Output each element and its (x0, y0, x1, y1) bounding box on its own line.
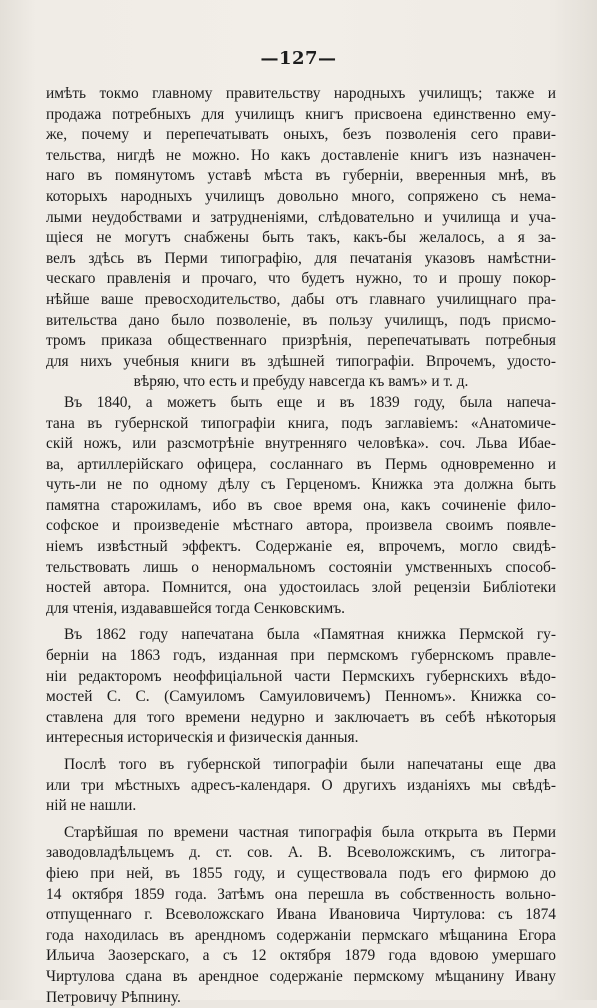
text-line: тельства, нигдѣ не можно. Но какъ доставленіе книгъ изъ назначен- (46, 146, 556, 164)
text-line: ностей автора. Помнится, она удостоилась злой рецензіи Библіотеки (46, 579, 556, 597)
body-text (46, 84, 556, 1008)
text-line: ческаго правленія и прочаго, что будетъ нужно, то и прошу покор- (46, 270, 556, 288)
text-line: вительства дано было позволеніе, въ пользу училищъ, подъ присмо- (46, 311, 556, 329)
paragraph (46, 625, 556, 749)
text-line: ніи редакторомъ неоффиціальной части Пермскихъ губернскихъ вѣдо- (46, 667, 556, 685)
text-line: Въ 1862 году напечатана была «Памятная книжка Пермской гу- (64, 626, 556, 644)
text-line: же, почему и перепечатывать оныхъ, безъ позволенія сего прави- (46, 126, 556, 144)
text-line: для чтенія, издававшейся тогда Сенковскимъ. (46, 599, 346, 617)
text-line: лыми неудобствами и затрудненіями, слѣдовательно и училища и уча- (46, 208, 556, 226)
text-line: Ильича Заозерскаго, а съ 12 октября 1879 года вдовою умершаго (46, 947, 556, 965)
text-line: Чиртулова сдана въ арендное содержаніе пермскому мѣщанину Ивану (46, 967, 556, 985)
text-line: тельствовать лишь о ненормальномъ состояніи умственныхъ способ- (46, 558, 556, 576)
text-line: щіеся не могутъ снабжены быть такъ, какъ-бы желалось, а я за- (46, 229, 556, 247)
text-line: имѣть токмо главному правительству народныхъ училищъ; также и (46, 85, 556, 102)
text-line: года находилась въ арендномъ содержаніи пермскаго мѣщанина Егора (46, 926, 556, 944)
text-line: ставлена для того времени недурно и заключаетъ въ себѣ нѣкоторыя (46, 708, 556, 726)
page-number: —127— (260, 48, 337, 69)
text-line: Петровичу Рѣпнину. (46, 988, 181, 1006)
text-line: заводовладѣльцемъ д. ст. сов. А. В. Всеволожскимъ, съ литогра- (46, 844, 556, 862)
text-line: мостей С. С. (Самуиломъ Самуиловичемъ) Пенномъ». Книжка со- (46, 688, 556, 706)
text-line: 14 октября 1859 года. Затѣмъ она перешла въ собственность вольно- (46, 885, 556, 903)
paragraph (46, 393, 556, 620)
paragraph (46, 755, 556, 817)
text-line: памятна старожиламъ, ибо въ свое время она, какъ сочиненіе фило- (46, 496, 556, 514)
paragraph (46, 84, 556, 393)
text-line: продажа потребныхъ для училищъ книгъ присвоена единственно ему- (46, 105, 556, 123)
text-line: ва, артиллерійскаго офицера, сосланнаго въ Пермь одновременно и (46, 455, 556, 473)
text-line: тана въ губернской типографіи книга, подъ заглавіемъ: «Анатомиче- (46, 414, 556, 432)
text-line: фіею при ней, въ 1855 году, и существовала подъ его фирмою до (46, 864, 556, 882)
text-line: Старѣйшая по времени частная типографія была открыта въ Перми (64, 823, 556, 841)
text-line: ній не нашли. (46, 797, 137, 815)
text-line: Въ 1840, а можетъ быть еще и въ 1839 году, была напеча- (64, 393, 556, 411)
text-line: или три мѣстныхъ адресъ-календаря. О другихъ изданіяхъ мы свѣдѣ- (46, 776, 556, 794)
text-line: тромъ приказа общественнаго призрѣнія, перепечатывать потребныя (46, 332, 556, 350)
text-line: чуть-ли не по одному дѣлу съ Герценомъ. Книжка эта должна быть (46, 476, 556, 494)
text-line: наго въ помянутомъ уставѣ мѣста въ губерніи, вверенныя мнѣ, въ (46, 167, 556, 185)
text-line: которыхъ народныхъ училищъ довольно много, сопряжено съ нема- (46, 187, 556, 205)
text-line: софское и произведеніе мѣстнаго автора, произвела своимъ появле- (46, 517, 556, 535)
text-line: ніемъ извѣстный эффектъ. Содержаніе ея, впрочемъ, могло свидѣ- (46, 538, 556, 556)
text-line: Послѣ того въ губернской типографіи были напечатаны еще два (64, 756, 556, 773)
text-line: нѣйше ваше превосходительство, дабы отъ главнаго училищнаго пра- (46, 290, 556, 308)
text-line: интересныя историческія и физическія данныя. (46, 729, 359, 747)
text-line: скій ножъ, или разсмотрѣніе внутренняго человѣка». соч. Льва Ибае- (46, 435, 556, 453)
text-line: вѣряю, что есть и пребуду навсегда къ вамъ» и т. д. (133, 373, 469, 391)
text-line: отпущеннаго г. Всеволожскаго Ивана Ивановича Чиртулова: съ 1874 (46, 906, 556, 924)
paragraph (46, 823, 556, 1008)
text-line: берніи на 1863 годъ, изданная при пермскомъ губернскомъ правле- (46, 647, 556, 665)
text-line: для нихъ учебныя книги въ здѣшней типографіи. Впрочемъ, удосто- (46, 352, 556, 370)
text-line: велъ здѣсь въ Перми типографію, для печатанія указовъ намѣстни- (46, 249, 556, 267)
